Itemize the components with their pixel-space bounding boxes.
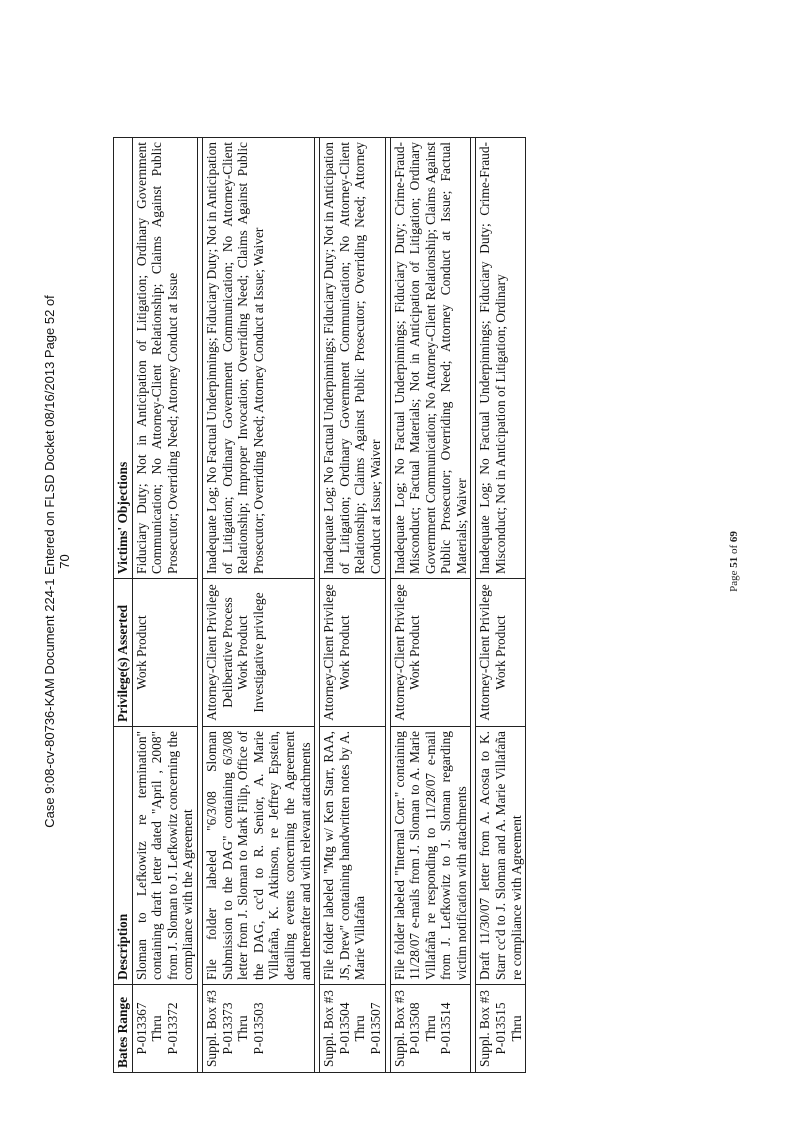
privilege-item: Work Product	[336, 615, 352, 690]
privileges-cell	[132, 579, 197, 727]
bates-range-cell	[390, 985, 471, 1073]
objections-cell: Inadequate Log; No Factual Underpinnings; Fiduciary Duty; Crime-Fraud-Misconduct; Factual Materials; Not in Anticipation of Litigation; Ordinary Government Communication; No Attorney-Client Relationship; Claims Against Public Prosecutor; Overriding Need; Attorney Conduct at Issue; Factual Materials; Waiver	[390, 138, 471, 579]
table-row	[476, 138, 526, 1073]
bates-line: Suppl. Box #3	[203, 990, 219, 1068]
bates-line: P-013373	[219, 1002, 235, 1055]
privileges-cell	[320, 579, 385, 727]
bates-range-cell	[476, 985, 526, 1073]
objections-cell: Inadequate Log; No Factual Underpinnings; Fiduciary Duty; Crime-Fraud-Misconduct; Not in Anticipation of Litigation; Ordinary	[476, 138, 526, 579]
bates-range-cell	[320, 985, 385, 1073]
bates-line: Thru	[149, 1015, 165, 1042]
privilege-item: Attorney-Client Privilege	[203, 584, 219, 721]
footer-prefix: Page	[728, 567, 740, 592]
footer-page-total: 69	[728, 531, 740, 543]
privilege-item: Attorney-Client Privilege	[391, 584, 407, 721]
bates-range-cell	[132, 985, 197, 1073]
table-row	[320, 138, 385, 1073]
bates-line: P-013507	[367, 1002, 383, 1055]
bates-line: P-013367	[133, 1002, 149, 1055]
bates-line: P-013503	[250, 1002, 266, 1055]
bates-range-cell	[202, 985, 314, 1073]
footer-middle: of	[728, 542, 740, 557]
description-cell: File folder labeled "Mtg w/ Ken Starr, RAA, JS, Drew" containing handwritten notes by A. Marie Villafaña	[320, 727, 385, 985]
bates-line: Suppl. Box #3	[321, 990, 337, 1068]
table-row	[132, 138, 197, 1073]
page-footer	[728, 0, 748, 1123]
case-header-line2: 70	[57, 554, 72, 569]
case-header	[42, 0, 72, 1123]
bates-line: P-013514	[438, 1002, 454, 1055]
privilege-log-table-container	[113, 138, 710, 1073]
description-cell: Draft 11/30/07 letter from A. Acosta to K. Starr cc'd to J. Sloman and A. Marie Villafaña re compliance with Agreement	[476, 727, 526, 985]
privilege-item: Attorney-Client Privilege	[477, 584, 493, 721]
privilege-item: Work Product	[493, 615, 509, 690]
objections-cell: Inadequate Log; No Factual Underpinnings; Fiduciary Duty; Not in Anticipation of Litigation; Ordinary Government Communication; No Attorney-Client Relationship; Claims Against Public Prosecutor; Overriding Need; Attorney Conduct at Issue; Waiver	[320, 138, 385, 579]
bates-line: Thru	[235, 1015, 251, 1042]
column-header-description: Description	[114, 727, 133, 985]
table-row	[390, 138, 471, 1073]
bates-line: Thru	[352, 1015, 368, 1042]
privileges-cell	[202, 579, 314, 727]
objections-cell: Inadequate Log; No Factual Underpinnings; Fiduciary Duty; Not in Anticipation of Litigation; Ordinary Government Communication; No Attorney-Client Relationship; Improper Invocation; Overriding Need; Claims Against Public Prosecutor; Overriding Need; Attorney Conduct at Issue; Waiver	[202, 138, 314, 579]
column-header-bates: Bates Range	[114, 985, 133, 1073]
privileges-cell	[476, 579, 526, 727]
privilege-log-table	[113, 137, 526, 1073]
description-cell: File folder labeled "6/3/08 Sloman Submission to the DAG" containing 6/3/08 letter from J. Sloman to Mark Filip, Office of the DAG, cc'd to R. Senior, A. Marie Villafaña, K. Atkinson, re Jeffrey Epstein, detailing events concerning the Agreement and thereafter and with relevant attachments	[202, 727, 314, 985]
footer-page-number: 51	[728, 556, 740, 568]
case-header-line1: Case 9:08-cv-80736-KAM Document 224-1 Entered on FLSD Docket 08/16/2013 Page 52 of	[42, 295, 57, 828]
bates-line: P-013515	[493, 1002, 509, 1055]
privilege-item: Deliberative Process	[219, 597, 235, 708]
column-header-objections: Victims' Objections	[114, 138, 133, 579]
bates-line: Thru	[508, 1015, 524, 1042]
description-cell: File folder labeled "Internal Corr." containing 11/28/07 e-mails from J. Sloman to A. Marie Villafaña re responding to 11/28/07 e-mail from J. Lefkowitz to J. Sloman regarding victim notification with attachments	[390, 727, 471, 985]
bates-line: P-013504	[336, 1002, 352, 1055]
privilege-item: Work Product	[133, 615, 149, 690]
column-header-privileges: Privilege(s) Asserted	[114, 579, 133, 727]
privileges-cell	[390, 579, 471, 727]
privilege-item: Attorney-Client Privilege	[321, 584, 337, 721]
bates-line: Suppl. Box #3	[477, 990, 493, 1068]
privilege-item: Work Product	[235, 615, 251, 690]
bates-line: Thru	[422, 1015, 438, 1042]
privilege-item: Work Product	[407, 615, 423, 690]
table-row	[202, 138, 314, 1073]
bates-line: P-013372	[164, 1002, 180, 1055]
objections-cell: Fiduciary Duty; Not in Anticipation of Litigation; Ordinary Government Communication; No Attorney-Client Relationship; Claims Against Public Prosecutor; Overriding Need; Attorney Conduct at Issue	[132, 138, 197, 579]
table-header-row	[114, 138, 133, 1073]
bates-line: P-013508	[407, 1002, 423, 1055]
description-cell: Sloman to Lefkowitz re termination" containing draft letter dated "April , 2008" from J. Sloman to J. Lefkowitz concerning the compliance with the Agreement	[132, 727, 197, 985]
bates-line: Suppl. Box #3	[391, 990, 407, 1068]
privilege-item: Investigative privilege	[250, 592, 266, 713]
